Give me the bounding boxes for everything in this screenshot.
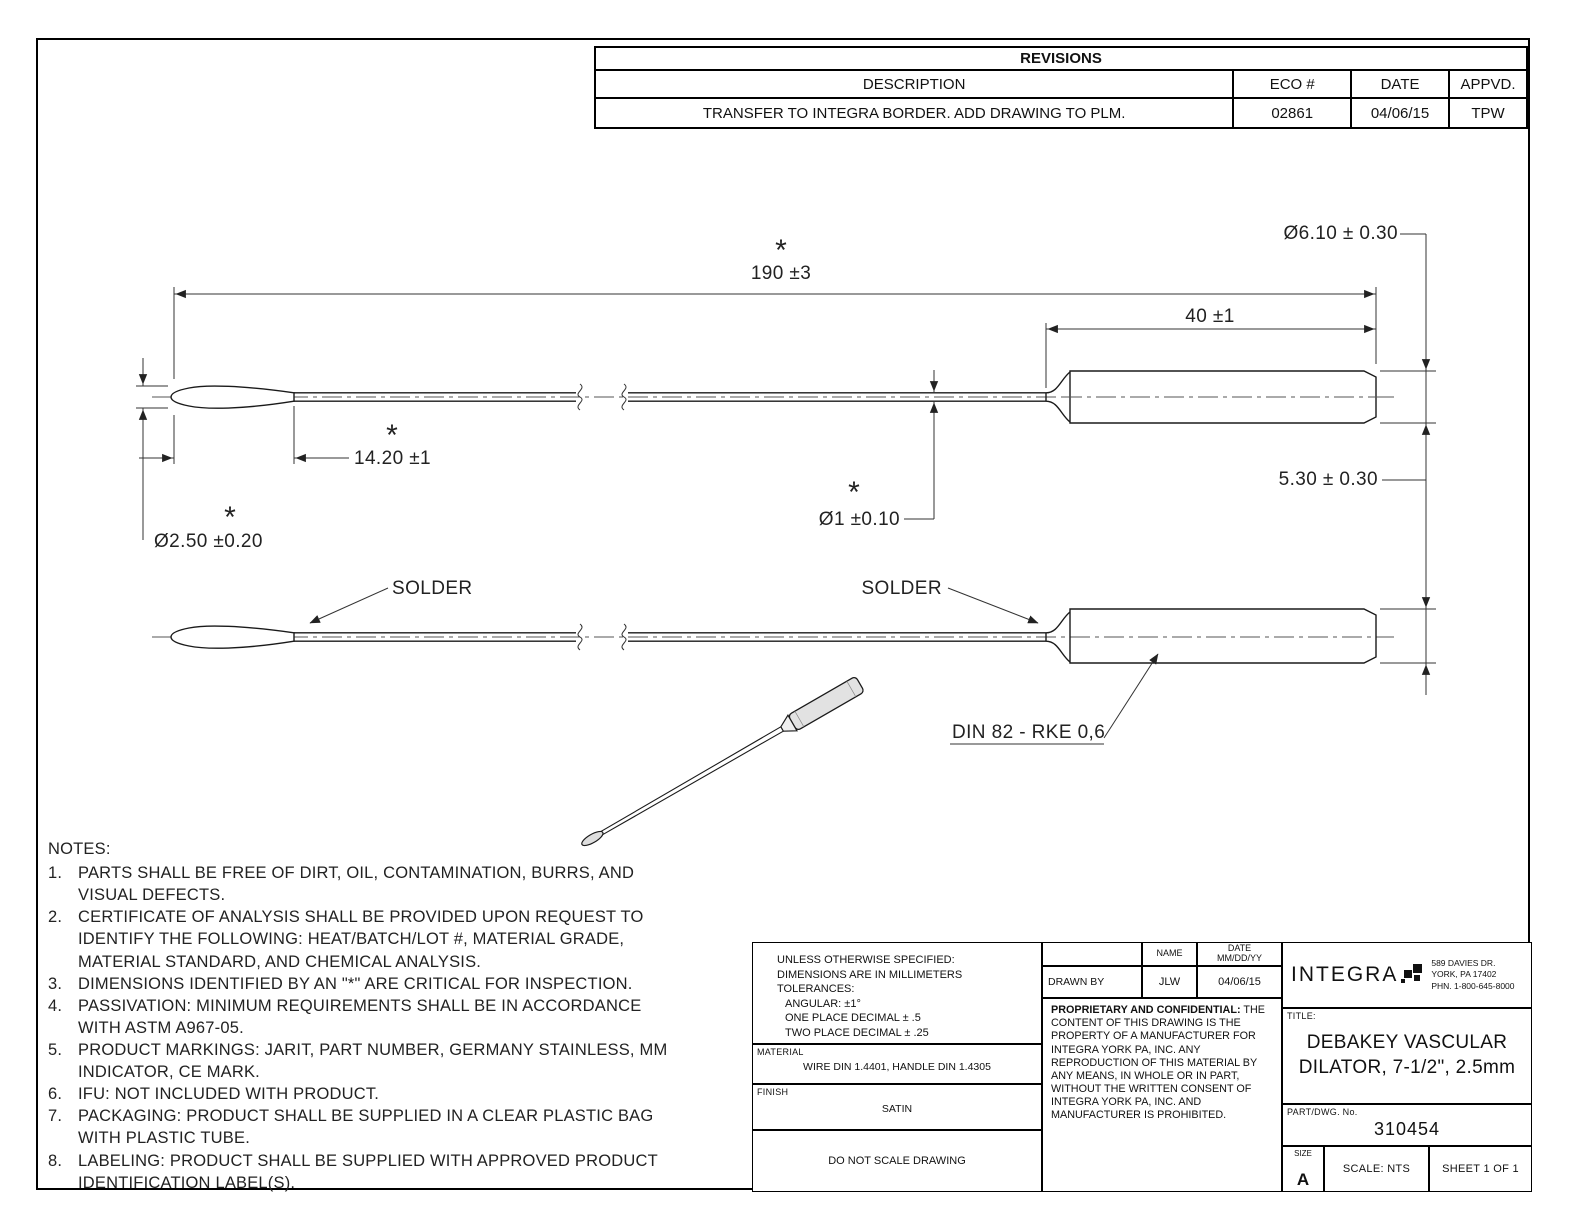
tolerance-line: TWO PLACE DECIMAL ± .25 (785, 1026, 929, 1039)
note-item (48, 1083, 680, 1105)
note-text: PARTS SHALL BE FREE OF DIRT, OIL, CONTAMINATION, BURRS, AND VISUAL DEFECTS. (78, 864, 635, 905)
date-header (1197, 942, 1282, 966)
part-number-label: PART/DWG. No. (1287, 1107, 1358, 1117)
note-item (48, 906, 680, 972)
dim-tip-length: 14.20 ±1 (354, 448, 432, 469)
integra-logo-icon (1401, 964, 1423, 986)
note-item (48, 862, 680, 906)
revisions-header-eco: ECO # (1233, 70, 1351, 98)
revision-description: TRANSFER TO INTEGRA BORDER. ADD DRAWING TO PLM. (595, 98, 1233, 128)
address-line: 589 DAVIES DR. (1431, 958, 1496, 969)
company-cell (1282, 942, 1532, 1008)
revision-date: 04/06/15 (1351, 98, 1449, 128)
note-number: 5. (48, 1040, 63, 1059)
date-header-label: DATE MM/DD/YY (1217, 943, 1262, 963)
part-number-value: 310454 (1373, 1119, 1441, 1139)
knurl-spec-label: DIN 82 - RKE 0,6 (952, 722, 1106, 743)
solder-label-right: SOLDER (861, 578, 942, 599)
dilator-isometric-view (578, 676, 865, 852)
finish-value: SATIN (881, 1103, 913, 1115)
critical-asterisk-overall: * (775, 234, 787, 267)
critical-asterisk-tip-dia: * (224, 501, 236, 534)
finish-label: FINISH (757, 1087, 789, 1097)
note-item (48, 1039, 680, 1083)
dilator-solder-view (171, 609, 1376, 663)
material-value: WIRE DIN 1.4401, HANDLE DIN 1.4305 (803, 1061, 991, 1073)
solder-label-left: SOLDER (392, 578, 473, 599)
part-number-cell (1282, 1104, 1532, 1146)
note-text: CERTIFICATE OF ANALYSIS SHALL BE PROVIDED UPON REQUEST TO IDENTIFY THE FOLLOWING: HEAT/BATCH/LOT #, MATERIAL GRADE, MATERIAL STANDARD, AND CHEMICAL ANALYSIS. (78, 908, 644, 971)
material-label: MATERIAL (757, 1047, 804, 1057)
revision-eco: 02861 (1233, 98, 1351, 128)
proprietary-title: PROPRIETARY AND CONFIDENTIAL: (1051, 1004, 1241, 1016)
dim-handle-end-diameter: 5.30 ± 0.30 (1278, 469, 1378, 490)
note-text: PASSIVATION: MINIMUM REQUIREMENTS SHALL BE IN ACCORDANCE WITH ASTM A967-05. (78, 996, 642, 1037)
note-number: 2. (48, 908, 63, 927)
note-number: 1. (48, 864, 63, 883)
note-item (48, 995, 680, 1039)
note-item (48, 973, 680, 995)
revisions-header-description: DESCRIPTION (595, 70, 1233, 98)
name-header (1142, 942, 1197, 966)
note-text: PRODUCT MARKINGS: JARIT, PART NUMBER, GERMANY STAINLESS, MM INDICATOR, CE MARK. (78, 1040, 668, 1082)
name-table-corner (1042, 942, 1142, 966)
note-number: 4. (48, 996, 63, 1015)
centerlines (152, 397, 1394, 637)
note-item (48, 1105, 680, 1149)
dim-tip-diameter: Ø2.50 ±0.20 (154, 531, 263, 552)
note-number: 8. (48, 1151, 63, 1170)
company-address (1431, 958, 1514, 991)
drawing-title: DEBAKEY VASCULAR DILATOR, 7-1/2", 2.5mm (1298, 1032, 1516, 1078)
notes-block (48, 838, 680, 1194)
finish-cell (752, 1084, 1042, 1130)
drawn-by-label: DRAWN BY (1048, 976, 1105, 988)
tolerance-line: UNLESS OTHERWISE SPECIFIED: (777, 954, 955, 966)
drawn-by-name: JLW (1158, 976, 1181, 988)
note-number: 6. (48, 1085, 63, 1104)
sheet-cell (1429, 1146, 1532, 1192)
size-cell (1282, 1146, 1324, 1192)
revision-appvd: TPW (1449, 98, 1527, 128)
title-block (752, 942, 1532, 1192)
address-line: YORK, PA 17402 (1431, 969, 1497, 980)
proprietary-notice (1042, 998, 1282, 1192)
size-label: SIZE (1294, 1149, 1312, 1158)
note-number: 7. (48, 1107, 63, 1126)
dim-wire-diameter: Ø1 ±0.10 (818, 509, 900, 530)
tolerance-notes (752, 942, 1042, 1044)
note-item (48, 1150, 680, 1194)
critical-asterisk-wire-dia: * (848, 476, 860, 509)
note-text: LABELING: PRODUCT SHALL BE SUPPLIED WITH APPROVED PRODUCT IDENTIFICATION LABEL(S). (78, 1151, 658, 1192)
notes-heading: NOTES: (48, 840, 111, 858)
drawn-by-cell (1042, 966, 1142, 998)
scale-value: SCALE: NTS (1342, 1163, 1411, 1175)
note-text: IFU: NOT INCLUDED WITH PRODUCT. (78, 1085, 380, 1104)
tolerance-line: DIMENSIONS ARE IN MILLIMETERS (777, 968, 963, 981)
size-value: A (1296, 1170, 1310, 1189)
note-text: DIMENSIONS IDENTIFIED BY AN "*" ARE CRITICAL FOR INSPECTION. (78, 974, 633, 993)
dim-overall-length: 190 ±3 (750, 263, 812, 284)
note-number: 3. (48, 974, 63, 993)
revisions-title: REVISIONS (595, 47, 1527, 70)
drawn-by-date-cell (1197, 966, 1282, 998)
company-logo-text: INTEGRA (1291, 963, 1399, 986)
title-cell (1282, 1008, 1532, 1104)
dilator-drawing (38, 40, 1532, 952)
critical-asterisk-tip-length: * (386, 419, 398, 452)
do-not-scale-label: DO NOT SCALE DRAWING (828, 1155, 966, 1167)
drawing-sheet (36, 38, 1530, 1190)
note-text: PACKAGING: PRODUCT SHALL BE SUPPLIED IN A CLEAR PLASTIC BAG WITH PLASTIC TUBE. (78, 1107, 654, 1148)
tolerance-line: ANGULAR: ±1° (785, 997, 861, 1010)
scale-cell (1324, 1146, 1429, 1192)
title-label: TITLE: (1287, 1011, 1316, 1021)
drawn-by-date: 04/06/15 (1218, 976, 1261, 988)
name-header-label: NAME (1156, 948, 1183, 959)
dim-handle-diameter: Ø6.10 ± 0.30 (1283, 223, 1398, 244)
proprietary-body: THE CONTENT OF THIS DRAWING IS THE PROPERTY OF A MANUFACTURER FOR INTEGRA YORK PA, INC. ANY REPRODUCTION OF THIS MATERIAL BY ANY MEANS, IN WHOLE OR IN PART, WITHOUT THE WRITTEN CONSENT OF INTEGRA YORK PA, INC. AND MANUFACTURER IS PROHIBITED. (1051, 1004, 1265, 1122)
address-line: PHN. 1-800-645-8000 (1431, 980, 1515, 991)
tolerance-line: ONE PLACE DECIMAL ± .5 (785, 1012, 921, 1025)
revisions-header-date: DATE (1351, 70, 1449, 98)
sheet-value: SHEET 1 OF 1 (1442, 1163, 1519, 1175)
revisions-header-appvd: APPVD. (1449, 70, 1527, 98)
do-not-scale-cell (752, 1130, 1042, 1192)
material-cell (752, 1044, 1042, 1084)
drawn-by-name-cell (1142, 966, 1197, 998)
dimension-lines (136, 234, 1436, 744)
tolerance-line: TOLERANCES: (777, 983, 855, 996)
dim-handle-length: 40 ±1 (1185, 306, 1235, 327)
